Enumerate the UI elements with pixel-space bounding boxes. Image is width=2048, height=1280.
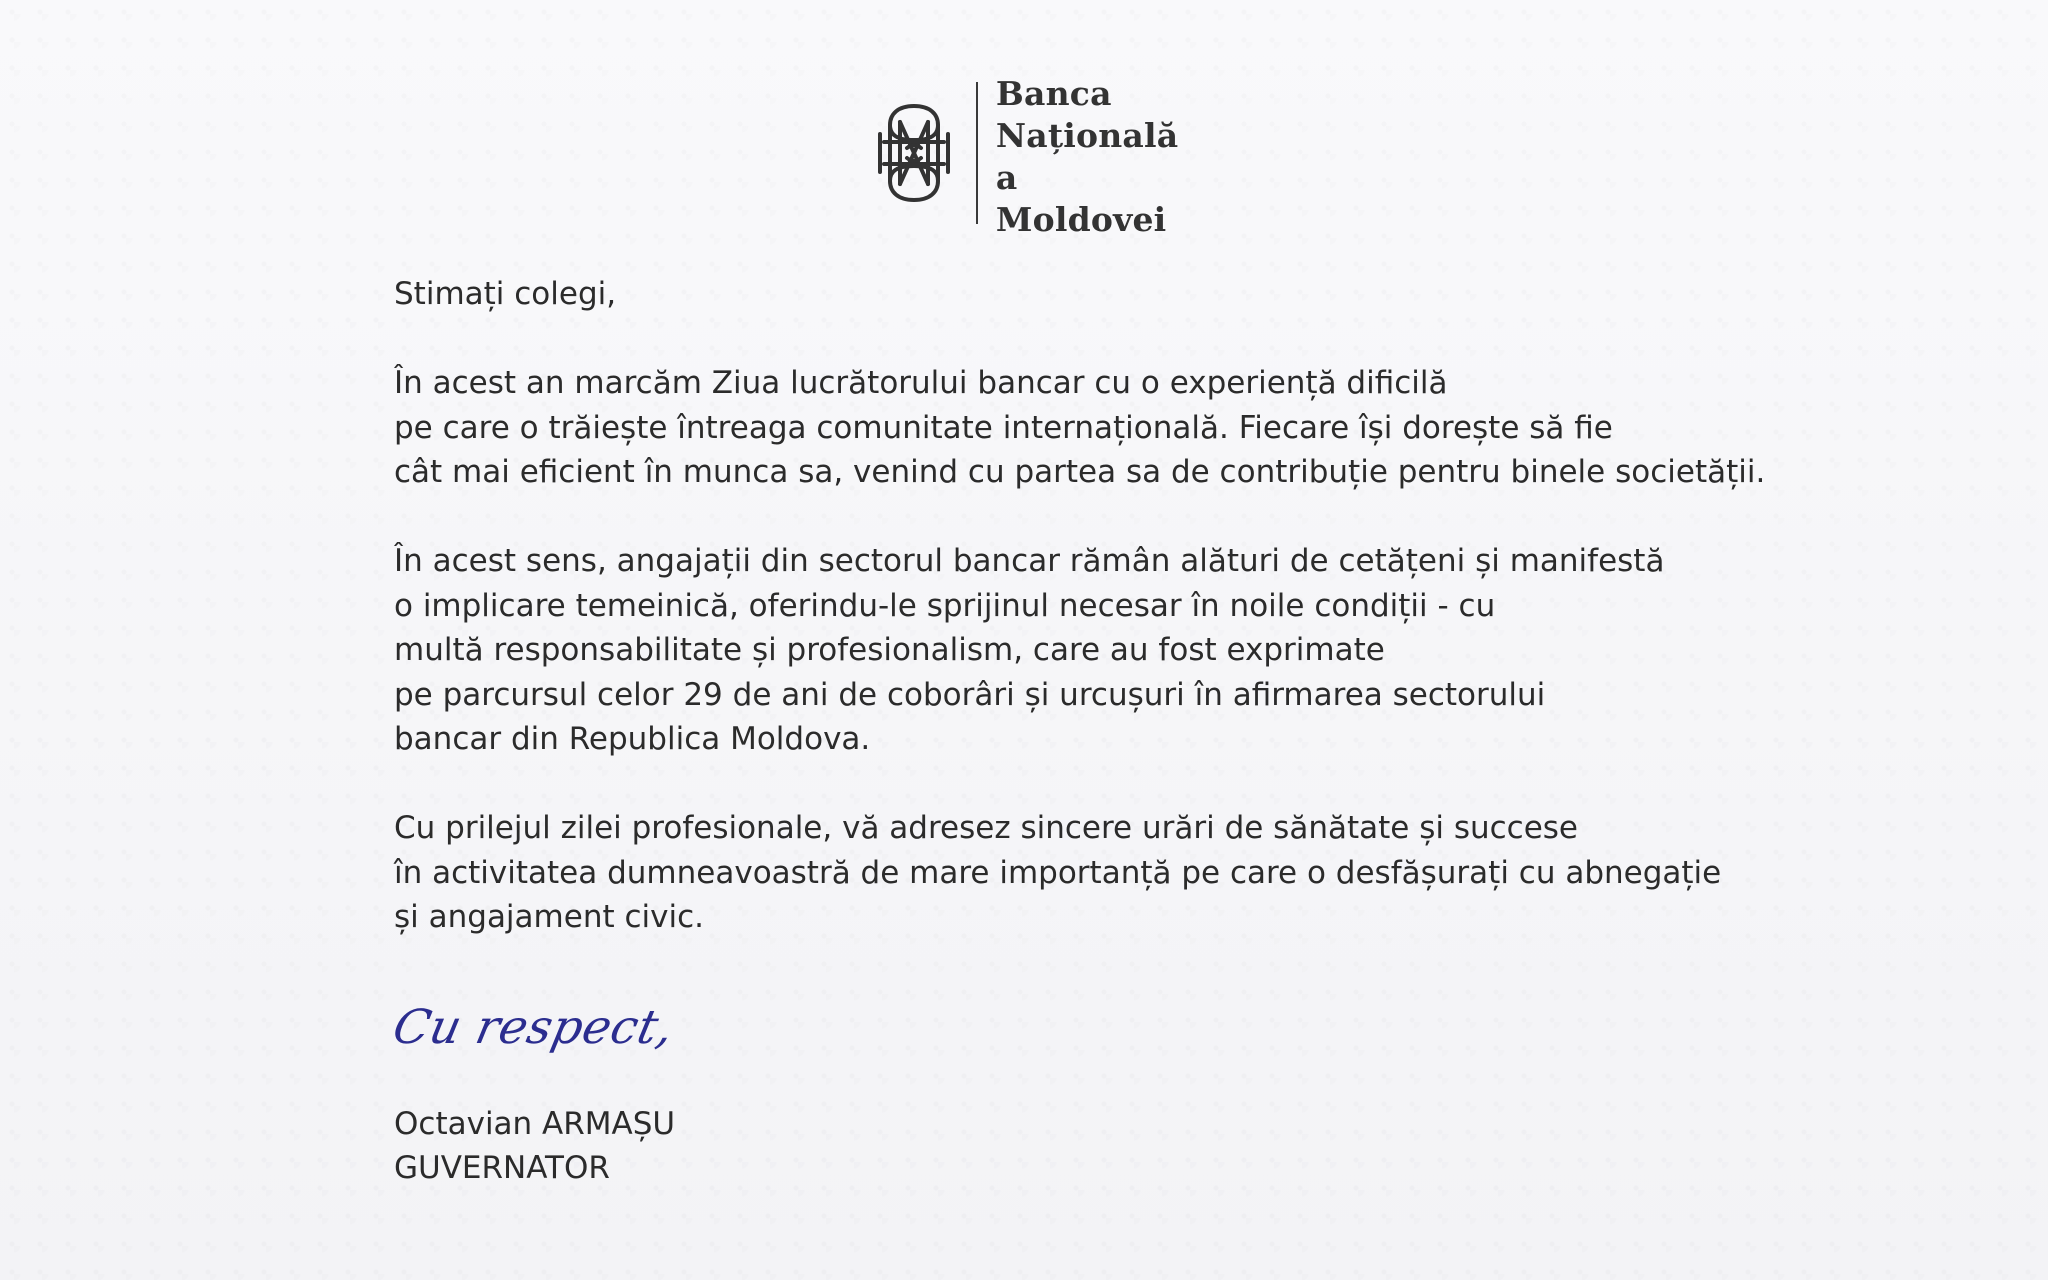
paragraph-1-line-2: pe care o trăiește întreaga comunitate internațională. Fiecare își dorește să fie bbox=[394, 409, 1613, 446]
paragraph-gap bbox=[394, 762, 1784, 807]
paragraph-3 bbox=[394, 806, 1784, 940]
bank-name-line-2: Națională bbox=[995, 116, 1179, 155]
bank-logo-icon bbox=[870, 98, 958, 208]
salutation-line: Stimați colegi, bbox=[394, 276, 617, 312]
signature-name: Octavian ARMAȘU bbox=[394, 1106, 676, 1142]
paragraph-gap bbox=[394, 317, 1784, 362]
salutation bbox=[394, 272, 1784, 317]
signature-block bbox=[394, 1102, 675, 1190]
closing-text: Cu respect, bbox=[388, 1000, 679, 1055]
letter-body bbox=[394, 272, 1784, 940]
paragraph-1 bbox=[394, 361, 1784, 495]
header-divider bbox=[976, 82, 978, 224]
paragraph-3-line-2: în activitatea dumneavoastră de mare importanță pe care o desfășurați cu abnegație bbox=[394, 854, 1722, 891]
paragraph-1-line-1: În acest an marcăm Ziua lucrătorului bancar cu o experiență dificilă bbox=[394, 365, 1448, 401]
paragraph-gap bbox=[394, 495, 1784, 540]
paragraph-2-line-2: o implicare temeinică, oferindu-le sprijinul necesar în noile condiții - cu bbox=[394, 587, 1496, 624]
paragraph-2-line-5: bancar din Republica Moldova. bbox=[394, 721, 871, 757]
paragraph-2-line-4: pe parcursul celor 29 de ani de coborâri și urcușuri în afirmarea sectorului bbox=[394, 676, 1546, 713]
paragraph-2-line-3: multă responsabilitate și profesionalism, care au fost exprimate bbox=[394, 632, 1385, 668]
bank-name bbox=[996, 73, 1190, 241]
paragraph-2 bbox=[394, 539, 1784, 762]
signature-title: GUVERNATOR bbox=[394, 1150, 610, 1186]
paragraph-2-line-1: În acest sens, angajații din sectorul bancar rămân alături de cetățeni și manifestă bbox=[394, 543, 1665, 579]
bank-name-line-1: Banca bbox=[995, 74, 1112, 113]
paragraph-1-line-3: cât mai eficient în munca sa, venind cu partea sa de contribuție pentru binele societății. bbox=[394, 454, 1766, 490]
paragraph-3-line-3: și angajament civic. bbox=[394, 899, 704, 935]
bank-name-line-3: a Moldovei bbox=[995, 158, 1167, 239]
bank-header bbox=[870, 74, 1190, 239]
paragraph-3-line-1: Cu prilejul zilei profesionale, vă adresez sincere urări de sănătate și succese bbox=[394, 810, 1578, 846]
